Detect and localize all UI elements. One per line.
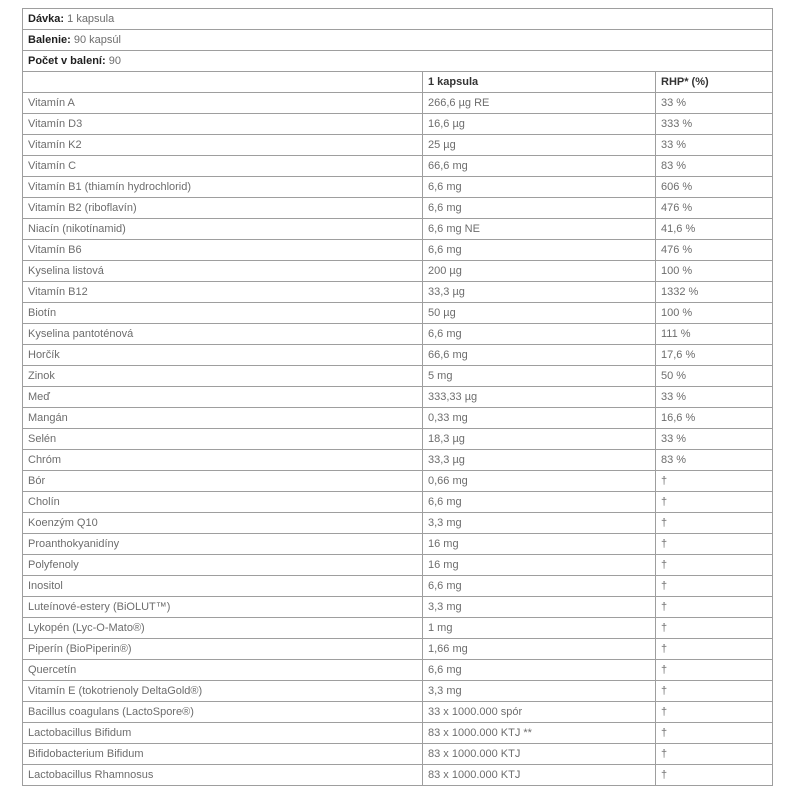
rhp-cell: †: [656, 555, 773, 576]
amount-cell: 333,33 µg: [423, 387, 656, 408]
rhp-cell: 476 %: [656, 198, 773, 219]
ingredient-name-cell: Inositol: [23, 576, 423, 597]
rhp-cell: 83 %: [656, 156, 773, 177]
rhp-cell: †: [656, 639, 773, 660]
ingredient-name-cell: Vitamín A: [23, 93, 423, 114]
ingredient-row: [23, 576, 773, 597]
amount-cell: 16 mg: [423, 534, 656, 555]
amount-cell: 6,6 mg NE: [423, 219, 656, 240]
ingredient-row: [23, 219, 773, 240]
rhp-cell: †: [656, 534, 773, 555]
ingredient-name-cell: Vitamín B1 (thiamín hydrochlorid): [23, 177, 423, 198]
ingredient-name-cell: Vitamín K2: [23, 135, 423, 156]
ingredient-name-cell: Biotín: [23, 303, 423, 324]
ingredient-row: [23, 156, 773, 177]
amount-cell: 0,66 mg: [423, 471, 656, 492]
ingredient-name-cell: Vitamín B12: [23, 282, 423, 303]
ingredient-row: [23, 282, 773, 303]
rhp-cell: 17,6 %: [656, 345, 773, 366]
ingredient-row: [23, 765, 773, 786]
ingredient-name-cell: Bacillus coagulans (LactoSpore®): [23, 702, 423, 723]
amount-cell: 6,6 mg: [423, 240, 656, 261]
ingredient-name-cell: Kyselina listová: [23, 261, 423, 282]
rhp-cell: 33 %: [656, 429, 773, 450]
ingredient-row: [23, 324, 773, 345]
amount-cell: 3,3 mg: [423, 513, 656, 534]
amount-cell: 266,6 µg RE: [423, 93, 656, 114]
ingredient-name-cell: Lactobacillus Bifidum: [23, 723, 423, 744]
ingredient-row: [23, 744, 773, 765]
rhp-cell: 16,6 %: [656, 408, 773, 429]
rhp-cell: †: [656, 765, 773, 786]
rhp-cell: †: [656, 723, 773, 744]
info-label: Počet v balení:: [28, 54, 106, 67]
per-capsule-header-cell: 1 kapsula: [423, 72, 656, 93]
amount-cell: 83 x 1000.000 KTJ: [423, 765, 656, 786]
rhp-cell: †: [656, 681, 773, 702]
rhp-cell: 41,6 %: [656, 219, 773, 240]
info-cell: [23, 30, 773, 51]
rhp-cell: †: [656, 576, 773, 597]
ingredient-row: [23, 240, 773, 261]
amount-cell: 25 µg: [423, 135, 656, 156]
amount-cell: 66,6 mg: [423, 345, 656, 366]
rhp-cell: †: [656, 744, 773, 765]
ingredient-row: [23, 660, 773, 681]
amount-cell: 6,6 mg: [423, 660, 656, 681]
amount-cell: 5 mg: [423, 366, 656, 387]
info-row: [23, 30, 773, 51]
amount-cell: 0,33 mg: [423, 408, 656, 429]
ingredient-name-cell: Lykopén (Lyc-O-Mato®): [23, 618, 423, 639]
amount-cell: 66,6 mg: [423, 156, 656, 177]
ingredient-row: [23, 597, 773, 618]
ingredient-row: [23, 681, 773, 702]
rhp-cell: 33 %: [656, 135, 773, 156]
info-label: Dávka:: [28, 12, 65, 25]
info-value: 90: [108, 54, 121, 67]
ingredient-row: [23, 366, 773, 387]
amount-cell: 6,6 mg: [423, 576, 656, 597]
rhp-cell: 33 %: [656, 387, 773, 408]
ingredient-name-cell: Piperín (BioPiperin®): [23, 639, 423, 660]
ingredient-row: [23, 513, 773, 534]
table-header-row: [23, 72, 773, 93]
ingredient-name-cell: Vitamín B6: [23, 240, 423, 261]
info-cell: [23, 51, 773, 72]
rhp-cell: †: [656, 492, 773, 513]
ingredient-name-cell: Bór: [23, 471, 423, 492]
rhp-cell: 33 %: [656, 93, 773, 114]
ingredient-row: [23, 618, 773, 639]
amount-cell: 83 x 1000.000 KTJ: [423, 744, 656, 765]
rhp-cell: 111 %: [656, 324, 773, 345]
ingredient-name-cell: Kyselina pantoténová: [23, 324, 423, 345]
ingredient-name-cell: Meď: [23, 387, 423, 408]
rhp-cell: 100 %: [656, 261, 773, 282]
ingredient-name-cell: Bifidobacterium Bifidum: [23, 744, 423, 765]
ingredient-row: [23, 639, 773, 660]
ingredient-name-cell: Vitamín B2 (riboflavín): [23, 198, 423, 219]
rhp-cell: †: [656, 618, 773, 639]
ingredient-name-cell: Cholín: [23, 492, 423, 513]
rhp-cell: 1332 %: [656, 282, 773, 303]
amount-cell: 6,6 mg: [423, 492, 656, 513]
info-value: 1 kapsula: [67, 12, 115, 25]
rhp-cell: 333 %: [656, 114, 773, 135]
ingredient-name-cell: Vitamín E (tokotrienoly DeltaGold®): [23, 681, 423, 702]
amount-cell: 6,6 mg: [423, 198, 656, 219]
amount-cell: 83 x 1000.000 KTJ **: [423, 723, 656, 744]
ingredient-name-cell: Proanthokyanidíny: [23, 534, 423, 555]
info-row: [23, 51, 773, 72]
amount-cell: 200 µg: [423, 261, 656, 282]
amount-cell: 16,6 µg: [423, 114, 656, 135]
info-value: 90 kapsúl: [73, 33, 121, 46]
ingredient-row: [23, 723, 773, 744]
ingredient-row: [23, 303, 773, 324]
ingredient-name-cell: Mangán: [23, 408, 423, 429]
ingredient-name-cell: Vitamín C: [23, 156, 423, 177]
rhp-cell: †: [656, 471, 773, 492]
amount-cell: 3,3 mg: [423, 681, 656, 702]
amount-cell: 6,6 mg: [423, 324, 656, 345]
amount-cell: 1 mg: [423, 618, 656, 639]
ingredient-row: [23, 534, 773, 555]
ingredient-row: [23, 471, 773, 492]
ingredient-name-cell: Vitamín D3: [23, 114, 423, 135]
ingredient-row: [23, 387, 773, 408]
amount-cell: 33,3 µg: [423, 450, 656, 471]
ingredient-name-cell: Selén: [23, 429, 423, 450]
ingredient-row: [23, 135, 773, 156]
ingredient-name-cell: Koenzým Q10: [23, 513, 423, 534]
amount-cell: 1,66 mg: [423, 639, 656, 660]
rhp-cell: 476 %: [656, 240, 773, 261]
ingredient-row: [23, 702, 773, 723]
ingredient-row: [23, 555, 773, 576]
ingredient-row: [23, 177, 773, 198]
rhp-cell: 50 %: [656, 366, 773, 387]
ingredient-header-cell: [23, 72, 423, 93]
rhp-cell: †: [656, 513, 773, 534]
supplement-facts-table: [22, 8, 773, 786]
ingredient-rows: [23, 93, 773, 786]
ingredient-row: [23, 93, 773, 114]
rhp-cell: †: [656, 702, 773, 723]
rhp-cell: 606 %: [656, 177, 773, 198]
rhp-cell: †: [656, 660, 773, 681]
ingredient-name-cell: Horčík: [23, 345, 423, 366]
amount-cell: 3,3 mg: [423, 597, 656, 618]
rhp-cell: 100 %: [656, 303, 773, 324]
ingredient-name-cell: Luteínové-estery (BiOLUT™): [23, 597, 423, 618]
ingredient-name-cell: Zinok: [23, 366, 423, 387]
ingredient-row: [23, 408, 773, 429]
rhp-header-cell: RHP* (%): [656, 72, 773, 93]
ingredient-name-cell: Polyfenoly: [23, 555, 423, 576]
amount-cell: 18,3 µg: [423, 429, 656, 450]
info-label: Balenie:: [28, 33, 71, 46]
ingredient-row: [23, 429, 773, 450]
ingredient-name-cell: Chróm: [23, 450, 423, 471]
ingredient-row: [23, 114, 773, 135]
ingredient-name-cell: Niacín (nikotínamid): [23, 219, 423, 240]
amount-cell: 6,6 mg: [423, 177, 656, 198]
ingredient-row: [23, 492, 773, 513]
amount-cell: 50 µg: [423, 303, 656, 324]
table-header: [23, 72, 773, 93]
ingredient-row: [23, 450, 773, 471]
ingredient-row: [23, 198, 773, 219]
ingredient-row: [23, 345, 773, 366]
info-rows: [23, 9, 773, 72]
info-cell: [23, 9, 773, 30]
rhp-cell: †: [656, 597, 773, 618]
rhp-cell: 83 %: [656, 450, 773, 471]
amount-cell: 16 mg: [423, 555, 656, 576]
amount-cell: 33 x 1000.000 spór: [423, 702, 656, 723]
info-row: [23, 9, 773, 30]
ingredient-name-cell: Quercetín: [23, 660, 423, 681]
amount-cell: 33,3 µg: [423, 282, 656, 303]
ingredient-row: [23, 261, 773, 282]
ingredient-name-cell: Lactobacillus Rhamnosus: [23, 765, 423, 786]
